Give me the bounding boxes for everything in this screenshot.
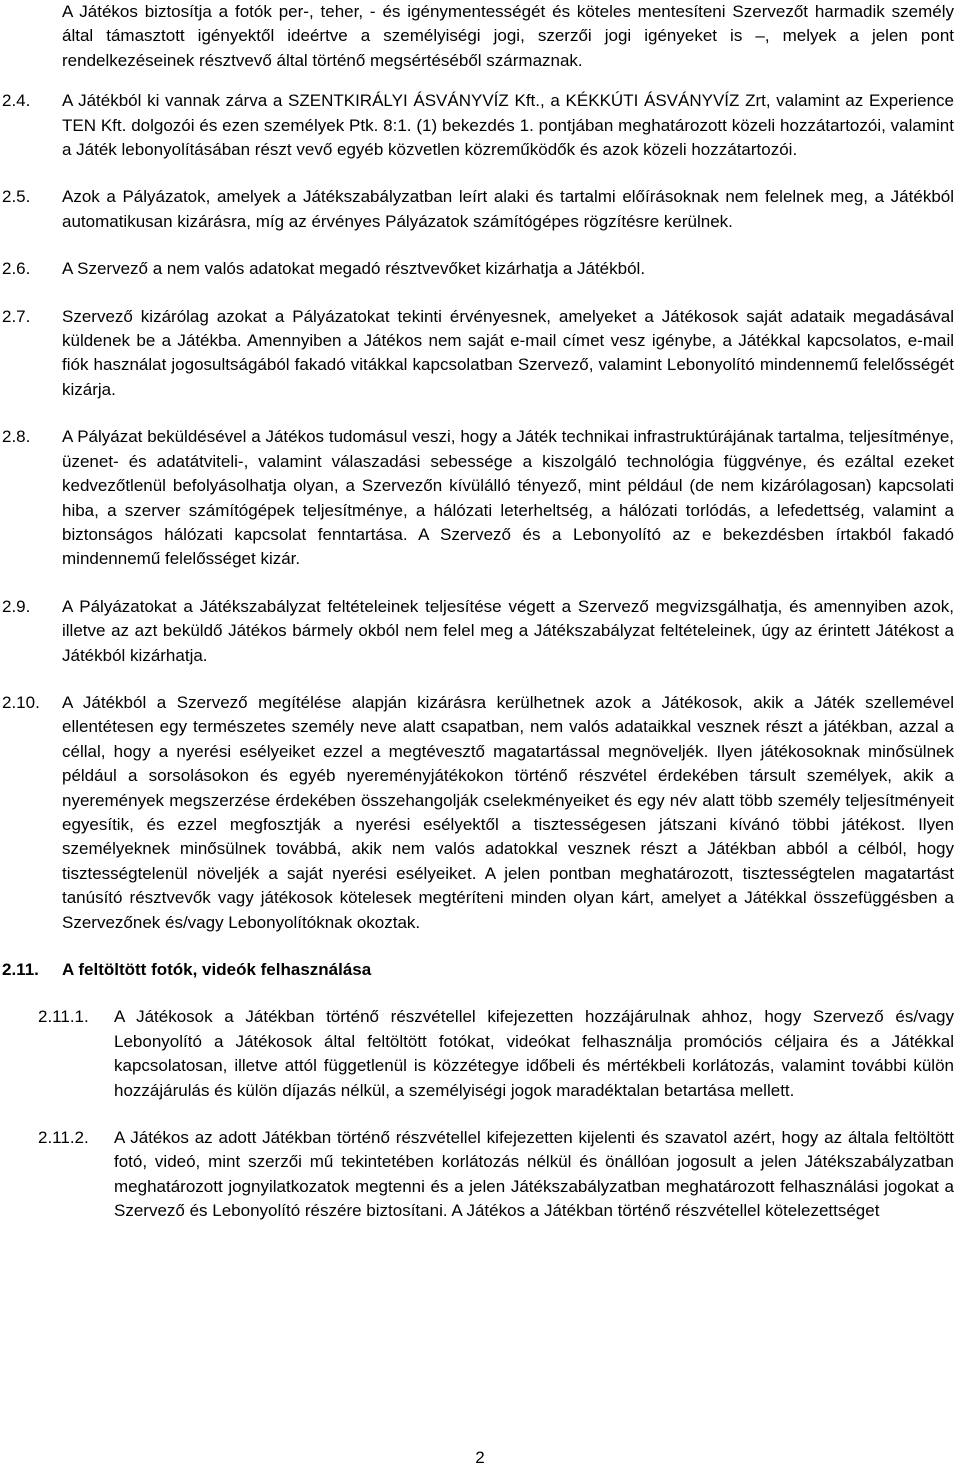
section-2-8 — [2, 425, 954, 571]
section-2-7 — [2, 305, 954, 403]
section-text: A Pályázat beküldésével a Játékos tudomásul veszi, hogy a Játék technikai infrastruktúrájának tartalma, teljesítménye, üzenet- és adatátviteli-, valamint válaszadási sebessége a kiszolgáló technológia függvénye, és ezáltal ezeket kedvezőtlenül befolyásolhatja olyan, a Szervezőn kívülálló tényező, mint például (de nem kizárólagosan) kapcsolati hiba, a szerver számítógépek teljesítménye, a hálózati leterheltség, a hálózati torlódás, a lefedettség, valamint a biztonságos hálózati kapcsolat fenntartása. A Szervező és a Lebonyolító az e bekezdésben írtakból fakadó mindennemű felelősséget kizár. — [62, 427, 954, 569]
section-number: 2.7. — [2, 306, 31, 326]
heading-number: 2.11. — [2, 960, 39, 979]
section-2-10 — [2, 691, 954, 935]
subsection-2-11-1 — [38, 1005, 954, 1103]
section-2-5 — [2, 185, 954, 234]
section-text: A Szervező a nem valós adatokat megadó résztvevőket kizárhatja a Játékból. — [62, 259, 646, 279]
section-text: A Játékból a Szervező megítélése alapján kizárásra kerülhetnek azok a Játékosok, akik a Játék szellemével ellentétesen egy természetes személy neve alatt csapatban, nem valós adataikkal vesznek részt a játékban, azzal a céllal, hogy a nyerési esélyeiket ezzel a megtévesztő magatartással megnöveljék. Ilyen játékosoknak minősülnek például a sorsolásokon és egyéb nyereményjátékokon történő részvétel érdekében társult személyek, akik a nyeremények megszerzése érdekében összehangolják cselekményeiket és egy név alatt több személy teljesítményeit egyesítik, és ezzel megfosztják a nyerési esélyektől a tisztességesen játszani kívánó többi játékost. Ilyen személyeknek minősülnek továbbá, akik nem valós adatokkal vesznek részt a Játékban abból a célból, hogy tisztességtelenül növeljék a saját nyerési esélyeiket. A jelen pontban meghatározott, tisztességtelen magatartást tanúsító résztvevők vagy játékosok kötelesek megtéríteni minden olyan kárt, amelyet a Játékkal összefüggésben a Szervezőnek és/vagy Lebonyolítóknak okoztak. — [62, 692, 954, 932]
subsection-text: A Játékos az adott Játékban történő részvétellel kifejezetten kijelenti és szavatol azért, hogy az általa feltöltött fotó, videó, mint szerzői mű tekintetében korlátozás nélkül és önállóan jogosult a jelen Játékszabályzatban meghatározott jognyilatkozatok megtenni és a jelen Játékszabályzatban meghatározott felhasználási jogokat a Szervező és Lebonyolító részére biztosítani. A Játékos a Játékban történő részvétellel kötelezettséget — [114, 1128, 954, 1221]
section-2-4 — [2, 89, 954, 162]
subsection-number: 2.11.1. — [38, 1007, 89, 1027]
subsection-text: A Játékosok a Játékban történő részvétellel kifejezetten hozzájárulnak ahhoz, hogy Szervező és/vagy Lebonyolító a Játékosok által feltöltött fotókat, videókat felhasználja promóciós céljaira és a Játékkal kapcsolatosan, illetve attól függetlenül is közzétegye időbeli és mértékbeli korlátozás, valamint további külön hozzájárulás és külön díjazás nélkül, a személyiségi jogok maradéktalan betartása mellett. — [114, 1007, 954, 1100]
section-text: A Játékból ki vannak zárva a SZENTKIRÁLYI ÁSVÁNYVÍZ Kft., a KÉKKÚTI ÁSVÁNYVÍZ Zrt, valamint az Experience TEN Kft. dolgozói és ezen személyek Ptk. 8:1. (1) bekezdés 1. pontjában meghatározott közeli hozzátartozói, valamint a Játék lebonyolításában részt vevő egyéb közvetlen közreműködők és azok közeli hozzátartozói. — [62, 91, 954, 160]
section-number: 2.6. — [2, 259, 31, 279]
section-text: A Pályázatokat a Játékszabályzat feltételeinek teljesítése végett a Szervező megvizsgálhatja, és amennyiben azok, illetve az azt beküldő Játékos bármely okból nem felel meg a Játékszabályzat feltételeinek, úgy az érintett Játékost a Játékból kizárhatja. — [62, 596, 954, 665]
subsection-number: 2.11.2. — [38, 1128, 89, 1148]
section-heading-2-11 — [2, 958, 954, 982]
section-number: 2.8. — [2, 427, 31, 447]
section-2-6 — [2, 257, 954, 281]
section-text: Azok a Pályázatok, amelyek a Játékszabályzatban leírt alaki és tartalmi előírásoknak nem felelnek meg, a Játékból automatikusan kizárásra, míg az érvényes Pályázatok számítógépes rögzítésre kerülnek. — [62, 187, 954, 231]
section-2-9 — [2, 595, 954, 668]
section-text: Szervező kizárólag azokat a Pályázatokat tekinti érvényesnek, amelyeket a Játékosok saját adataik megadásával küldenek be a Játékba. Amennyiben a Játékos nem saját e-mail címet vesz igénybe, a Játékkal kapcsolatos, e-mail fiók használat jogosultságából fakadó vitákkal kapcsolatban Szervező, valamint Lebonyolító mindennemű felelősségét kizárja. — [62, 306, 954, 399]
heading-text: A feltöltött fotók, videók felhasználása — [62, 960, 372, 979]
section-number: 2.10. — [2, 692, 40, 712]
page-number: 2 — [475, 1447, 485, 1467]
subsection-2-11-2 — [38, 1126, 954, 1224]
section-number: 2.9. — [2, 596, 31, 616]
section-number: 2.4. — [2, 91, 31, 111]
section-number: 2.5. — [2, 187, 31, 207]
intro-paragraph: A Játékos biztosítja a fotók per-, teher, - és igénymentességét és köteles mentesíteni Szervezőt harmadik személy által támasztott igényektől ideértve a személyiségi jogi, szerzői jogi igényeket is –, melyek a jelen pont rendelkezéseinek résztvevő által történő megsértéséből származnak. — [62, 2, 954, 70]
